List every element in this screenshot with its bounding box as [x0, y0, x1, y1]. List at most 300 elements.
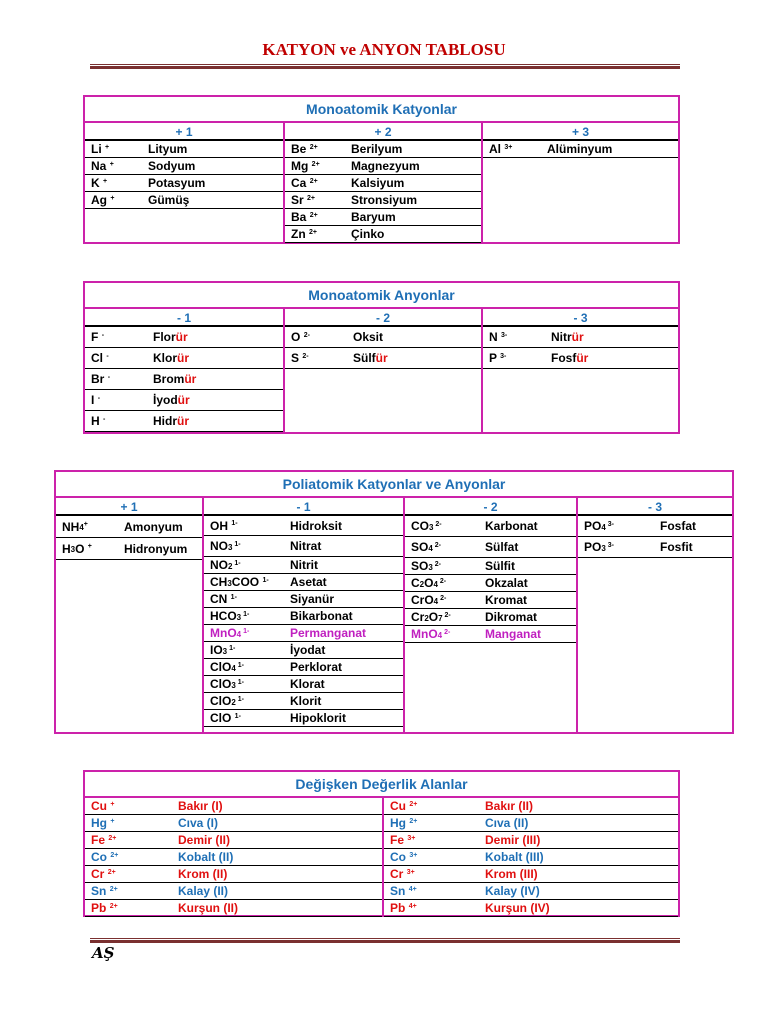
- formula-text: O: [424, 576, 434, 590]
- title-rule-thick: [90, 66, 680, 69]
- ion-name: Cıva (II): [485, 816, 529, 830]
- ion-symbol-text: Co: [390, 850, 406, 864]
- table-row: [405, 592, 576, 609]
- table-row: [85, 390, 283, 411]
- ion-charge: 4+: [408, 886, 417, 893]
- ion-symbol: [291, 348, 309, 369]
- table-row: [85, 832, 382, 849]
- footer-rule-thick: [90, 940, 680, 943]
- table-row: [85, 348, 283, 369]
- ion-formula: [210, 591, 237, 608]
- formula-subscript: 4: [433, 597, 439, 606]
- ion-name: [153, 327, 188, 348]
- ion-symbol-text: P: [489, 351, 497, 365]
- table-row: [85, 411, 283, 432]
- table-row: [204, 574, 403, 591]
- ion-name: [353, 348, 388, 369]
- ion-charge: 3-: [605, 542, 614, 549]
- ion-name: Sülfat: [485, 540, 519, 554]
- ion-formula: [411, 516, 442, 537]
- ion-name: Demir (II): [178, 833, 231, 847]
- ion-formula: [62, 538, 92, 560]
- ion-symbol: [291, 141, 318, 158]
- ion-symbol-text: Na: [91, 159, 107, 173]
- ion-formula: [584, 537, 614, 558]
- ion-symbol-text: Hg: [91, 816, 107, 830]
- ion-charge: 1-: [241, 628, 250, 635]
- ion-name: Kalsiyum: [351, 176, 405, 190]
- ion-name-stem: Flor: [153, 330, 176, 344]
- ion-charge: +: [87, 543, 92, 550]
- table-row: [85, 158, 283, 175]
- ion-formula: [210, 710, 241, 727]
- ion-charge: +: [109, 161, 114, 168]
- ion-name: Baryum: [351, 210, 396, 224]
- mono-anions-col-1: [85, 307, 283, 432]
- ion-name-suffix: ür: [175, 330, 188, 344]
- table-row: [85, 883, 382, 900]
- table-row: [85, 798, 382, 815]
- ion-name: [353, 327, 383, 348]
- poly-title: Poliatomik Katyonlar ve Anyonlar: [282, 476, 506, 492]
- ion-formula: [210, 536, 241, 557]
- ion-name: Nitrat: [290, 539, 322, 553]
- mono-anions-col-1-header: - 1: [85, 309, 283, 327]
- ion-charge: 2+: [107, 869, 116, 876]
- table-row: [204, 557, 403, 574]
- formula-subscript: 4: [601, 523, 606, 532]
- ion-formula: [210, 516, 238, 536]
- ion-charge: 1-: [235, 662, 244, 669]
- table-row: [56, 538, 202, 560]
- ion-charge: 2-: [302, 353, 309, 360]
- formula-text: H: [62, 542, 71, 556]
- ion-charge: 2-: [442, 629, 451, 636]
- ion-symbol: [91, 411, 105, 432]
- table-row: [405, 609, 576, 626]
- formula-subscript: 3: [227, 579, 232, 588]
- ion-charge: -: [97, 395, 101, 402]
- ion-symbol: [489, 327, 507, 348]
- ion-name: Dikromat: [485, 610, 538, 624]
- ion-formula: [411, 558, 441, 575]
- poly-col-3: [403, 496, 576, 732]
- formula-text: MnO: [210, 626, 237, 640]
- ion-name: Klorit: [290, 694, 322, 708]
- ion-symbol: [390, 866, 415, 883]
- poly-table: [54, 470, 734, 734]
- mono-anions-col-2-header: - 2: [285, 309, 481, 327]
- ion-symbol-text: Pb: [390, 901, 406, 915]
- ion-name: Hidroksit: [290, 519, 343, 533]
- ion-charge: 2+: [307, 195, 316, 202]
- poly-col-3-header: - 2: [405, 498, 576, 516]
- ion-name: Kobalt (II): [178, 850, 234, 864]
- table-row: [204, 693, 403, 710]
- poly-col-4-header: - 3: [578, 498, 732, 516]
- formula-text: PO: [584, 540, 602, 554]
- ion-symbol-text: Pb: [91, 901, 107, 915]
- mono-cations-col-3: [481, 121, 678, 242]
- ion-name-stem: Sülf: [353, 351, 376, 365]
- formula-text: O: [75, 542, 88, 556]
- ion-symbol-text: Sn: [390, 884, 406, 898]
- ion-charge: 2-: [432, 561, 441, 568]
- ion-charge: 1-: [230, 594, 237, 601]
- variable-col-2: [382, 796, 678, 915]
- ion-symbol-text: I: [91, 393, 95, 407]
- ion-charge: 2-: [432, 542, 441, 549]
- table-row: [85, 849, 382, 866]
- table-row: [204, 642, 403, 659]
- ion-symbol-text: Zn: [291, 227, 306, 241]
- formula-text: PO: [584, 519, 602, 533]
- table-row: [285, 141, 481, 158]
- formula-subscript: 4: [428, 544, 433, 553]
- ion-name-stem: Nitr: [551, 330, 572, 344]
- mono-cations-col-3-header: + 3: [483, 123, 678, 141]
- ion-formula: [210, 608, 249, 625]
- poly-col-1: [56, 496, 202, 732]
- ion-name: Krom (II): [178, 867, 228, 881]
- table-row: [285, 192, 481, 209]
- ion-symbol: [489, 348, 506, 369]
- ion-charge: 2+: [110, 852, 119, 859]
- mono-anions-title: Monoatomik Anyonlar: [308, 287, 455, 303]
- ion-formula: [411, 537, 441, 558]
- formula-text: CH: [210, 575, 228, 589]
- ion-symbol: [291, 158, 320, 175]
- ion-symbol-text: F: [91, 330, 99, 344]
- table-row: [285, 348, 481, 369]
- table-row: [85, 900, 382, 917]
- ion-name: Demir (III): [485, 833, 541, 847]
- poly-col-4: [576, 496, 732, 732]
- formula-text: O: [428, 610, 439, 624]
- ion-name: Sodyum: [148, 159, 196, 173]
- table-row: [85, 141, 283, 158]
- ion-charge: 2+: [109, 903, 118, 910]
- ion-name: Kromat: [485, 593, 528, 607]
- ion-name-stem: Fosf: [551, 351, 577, 365]
- ion-name: Magnezyum: [351, 159, 420, 173]
- table-row: [56, 516, 202, 538]
- ion-name: Bakır (II): [485, 799, 534, 813]
- ion-name-suffix: ür: [177, 393, 190, 407]
- ion-name: Okzalat: [485, 576, 528, 590]
- ion-symbol: [91, 348, 109, 369]
- ion-symbol: [91, 192, 114, 209]
- formula-subscript: 3: [429, 523, 434, 532]
- formula-text: C: [411, 576, 420, 590]
- formula-subscript: 3: [222, 647, 228, 656]
- ion-charge: 1-: [235, 679, 244, 686]
- ion-formula: [210, 642, 235, 659]
- ion-symbol-text: Br: [91, 372, 105, 386]
- formula-subscript: 4: [437, 631, 443, 640]
- ion-charge: 2+: [409, 801, 418, 808]
- ion-charge: -: [103, 416, 106, 423]
- formula-subscript: 2: [228, 562, 233, 571]
- formula-subscript: 3: [70, 545, 76, 554]
- table-row: [285, 327, 481, 348]
- ion-charge: 2+: [309, 144, 318, 151]
- ion-charge: +: [110, 818, 115, 825]
- ion-name: Stronsiyum: [351, 193, 418, 207]
- ion-charge: 3+: [409, 852, 418, 859]
- ion-name: [153, 348, 189, 369]
- ion-name: Permanganat: [290, 626, 367, 640]
- ion-charge: 2-: [303, 332, 310, 339]
- table-row: [405, 516, 576, 537]
- mono-cations-col-2: [283, 121, 481, 242]
- ion-name: Kobalt (III): [485, 850, 544, 864]
- ion-name: İyodat: [290, 643, 326, 657]
- ion-symbol-text: N: [489, 330, 498, 344]
- ion-symbol-text: Ag: [91, 193, 107, 207]
- mono-anions-table: [83, 281, 680, 434]
- variable-col-1: [85, 796, 382, 915]
- ion-charge: 1-: [231, 520, 238, 527]
- ion-symbol-text: Li: [91, 142, 102, 156]
- ion-charge: +: [110, 195, 115, 202]
- ion-symbol-text: Fe: [91, 833, 106, 847]
- ion-charge: 3-: [501, 332, 508, 339]
- formula-subscript: 2: [419, 580, 425, 589]
- ion-symbol: [390, 832, 415, 849]
- ion-charge: 2+: [309, 229, 317, 236]
- formula-subscript: 3: [428, 563, 433, 572]
- ion-name: [551, 327, 584, 348]
- ion-symbol: [291, 226, 317, 243]
- document-title: KATYON ve ANYON TABLOSU: [262, 40, 506, 59]
- table-row: [285, 209, 481, 226]
- ion-charge: +: [110, 801, 115, 808]
- formula-text: NH: [62, 520, 80, 534]
- ion-name-suffix: ür: [177, 414, 189, 428]
- ion-symbol-text: Hg: [390, 816, 406, 830]
- table-row: [405, 575, 576, 592]
- ion-symbol-text: Be: [291, 142, 307, 156]
- table-row: [204, 608, 403, 625]
- variable-valence-table: [83, 770, 680, 917]
- ion-charge: -: [106, 353, 109, 360]
- variable-valence-title: Değişken Değerlik Alanlar: [295, 776, 468, 792]
- table-row: [85, 327, 283, 348]
- ion-name-stem: Oksit: [353, 330, 384, 344]
- mono-anions-col-3: [481, 307, 678, 432]
- formula-subscript: 3: [231, 681, 236, 690]
- ion-symbol-text: Cr: [390, 867, 404, 881]
- ion-charge: +: [103, 178, 108, 185]
- ion-name: Sülfit: [485, 559, 515, 573]
- ion-formula: [210, 676, 244, 693]
- ion-symbol: [291, 192, 315, 209]
- ion-symbol-text: K: [91, 176, 100, 190]
- ion-charge: 2-: [438, 595, 447, 602]
- ion-symbol: [91, 798, 114, 815]
- ion-symbol: [390, 883, 417, 900]
- ion-symbol-text: Cu: [390, 799, 406, 813]
- table-row: [384, 815, 678, 832]
- ion-charge: 2+: [309, 178, 318, 185]
- ion-name: Kalay (II): [178, 884, 229, 898]
- table-row: [285, 226, 481, 243]
- formula-text: NO: [210, 558, 228, 572]
- ion-name-stem: İyod: [153, 393, 178, 407]
- table-row: [85, 192, 283, 209]
- table-row: [204, 710, 403, 727]
- formula-text: COO: [231, 575, 263, 589]
- ion-symbol: [91, 175, 107, 192]
- ion-name: [153, 411, 189, 432]
- ion-symbol: [291, 327, 310, 348]
- ion-symbol: [91, 141, 109, 158]
- formula-text: ClO: [210, 677, 232, 691]
- ion-symbol-text: Ca: [291, 176, 307, 190]
- mono-cations-title: Monoatomik Katyonlar: [306, 101, 457, 117]
- table-row: [483, 327, 678, 348]
- formula-subscript: 3: [236, 613, 242, 622]
- ion-name-stem: Brom: [153, 372, 185, 386]
- ion-symbol-text: Fe: [390, 833, 405, 847]
- ion-name: Bikarbonat: [290, 609, 353, 623]
- ion-charge: -: [101, 332, 105, 339]
- formula-text: IO: [210, 643, 223, 657]
- ion-name: Hipoklorit: [290, 711, 346, 725]
- ion-name: Perklorat: [290, 660, 343, 674]
- formula-subscript: 4: [79, 523, 84, 532]
- formula-subscript: 4: [236, 630, 242, 639]
- formula-text: Cr: [411, 610, 425, 624]
- ion-name: Hidronyum: [124, 542, 188, 556]
- ion-charge: 3-: [500, 353, 507, 360]
- ion-name: Amonyum: [124, 520, 183, 534]
- table-row: [405, 626, 576, 643]
- ion-symbol: [91, 849, 118, 866]
- ion-name: Çinko: [351, 227, 385, 241]
- ion-charge: -: [107, 374, 111, 381]
- ion-symbol: [390, 798, 417, 815]
- ion-name: [551, 348, 588, 369]
- ion-charge: 1-: [262, 577, 269, 584]
- table-row: [204, 659, 403, 676]
- footer-rule-thin: [90, 938, 680, 939]
- formula-text: ClO: [210, 711, 235, 725]
- formula-text: SO: [411, 559, 429, 573]
- ion-charge: 3+: [407, 835, 416, 842]
- ion-symbol-text: S: [291, 351, 300, 365]
- poly-col-2: [202, 496, 403, 732]
- ion-name-stem: Klor: [153, 351, 177, 365]
- ion-charge: 1-: [235, 696, 244, 703]
- ion-symbol: [390, 900, 417, 917]
- ion-formula: [210, 574, 269, 591]
- formula-subscript: 3: [228, 543, 233, 552]
- ion-symbol-text: Ba: [291, 210, 307, 224]
- ion-charge: +: [105, 144, 110, 151]
- table-row: [384, 798, 678, 815]
- ion-symbol-text: H: [91, 414, 100, 428]
- ion-charge: 2+: [108, 835, 117, 842]
- ion-name: Manganat: [485, 627, 542, 641]
- ion-name: Krom (III): [485, 867, 538, 881]
- ion-charge: 2-: [437, 578, 447, 585]
- mono-cations-col-1: [85, 121, 283, 242]
- ion-formula: [210, 693, 244, 710]
- ion-formula: [411, 575, 446, 592]
- ion-charge: 1-: [234, 713, 241, 720]
- ion-symbol-text: Al: [489, 142, 501, 156]
- table-row: [85, 175, 283, 192]
- ion-symbol: [91, 900, 118, 917]
- table-row: [405, 537, 576, 558]
- formula-subscript: 2: [231, 698, 236, 707]
- formula-subscript: 7: [438, 614, 443, 623]
- ion-charge: 3+: [406, 869, 415, 876]
- formula-subscript: 2: [424, 614, 429, 623]
- ion-symbol-text: Cr: [91, 867, 105, 881]
- table-row: [285, 175, 481, 192]
- ion-name: Kurşun (II): [178, 901, 238, 915]
- ion-symbol-text: Sn: [91, 884, 107, 898]
- ion-name: Gümüş: [148, 193, 190, 207]
- ion-name: Potasyum: [148, 176, 206, 190]
- formula-text: OH: [210, 519, 232, 533]
- table-row: [85, 815, 382, 832]
- ion-symbol: [390, 815, 417, 832]
- ion-name: Kalay (IV): [485, 884, 540, 898]
- table-row: [483, 141, 678, 158]
- ion-charge: 3+: [504, 144, 513, 151]
- formula-subscript: 3: [601, 544, 606, 553]
- ion-symbol: [489, 141, 512, 158]
- formula-text: ClO: [210, 694, 232, 708]
- ion-symbol: [91, 815, 114, 832]
- table-row: [405, 558, 576, 575]
- ion-name-suffix: ür: [177, 351, 189, 365]
- formula-text: MnO: [411, 627, 438, 641]
- ion-symbol-text: Sr: [291, 193, 304, 207]
- ion-name-suffix: ür: [375, 351, 388, 365]
- ion-charge: 3-: [605, 521, 614, 528]
- mono-cations-col-1-header: + 1: [85, 123, 283, 141]
- formula-text: ClO: [210, 660, 232, 674]
- ion-charge: 1-: [241, 611, 250, 618]
- ion-formula: [411, 592, 446, 609]
- ion-symbol: [91, 158, 114, 175]
- ion-name: Klorat: [290, 677, 325, 691]
- ion-charge: 4+: [408, 903, 417, 910]
- ion-symbol: [91, 369, 110, 390]
- ion-charge: 1-: [232, 541, 241, 548]
- ion-charge: 2+: [409, 818, 418, 825]
- ion-name: Asetat: [290, 575, 327, 589]
- table-row: [204, 625, 403, 642]
- ion-formula: [210, 659, 244, 676]
- ion-symbol-text: Mg: [291, 159, 309, 173]
- ion-charge: 2+: [309, 212, 318, 219]
- ion-symbol: [390, 849, 417, 866]
- table-row: [384, 866, 678, 883]
- table-row: [384, 832, 678, 849]
- table-row: [204, 676, 403, 693]
- ion-symbol: [91, 866, 116, 883]
- table-row: [578, 516, 732, 537]
- ion-charge: +: [83, 521, 88, 528]
- ion-name: Alüminyum: [547, 142, 613, 156]
- formula-text: CrO: [411, 593, 434, 607]
